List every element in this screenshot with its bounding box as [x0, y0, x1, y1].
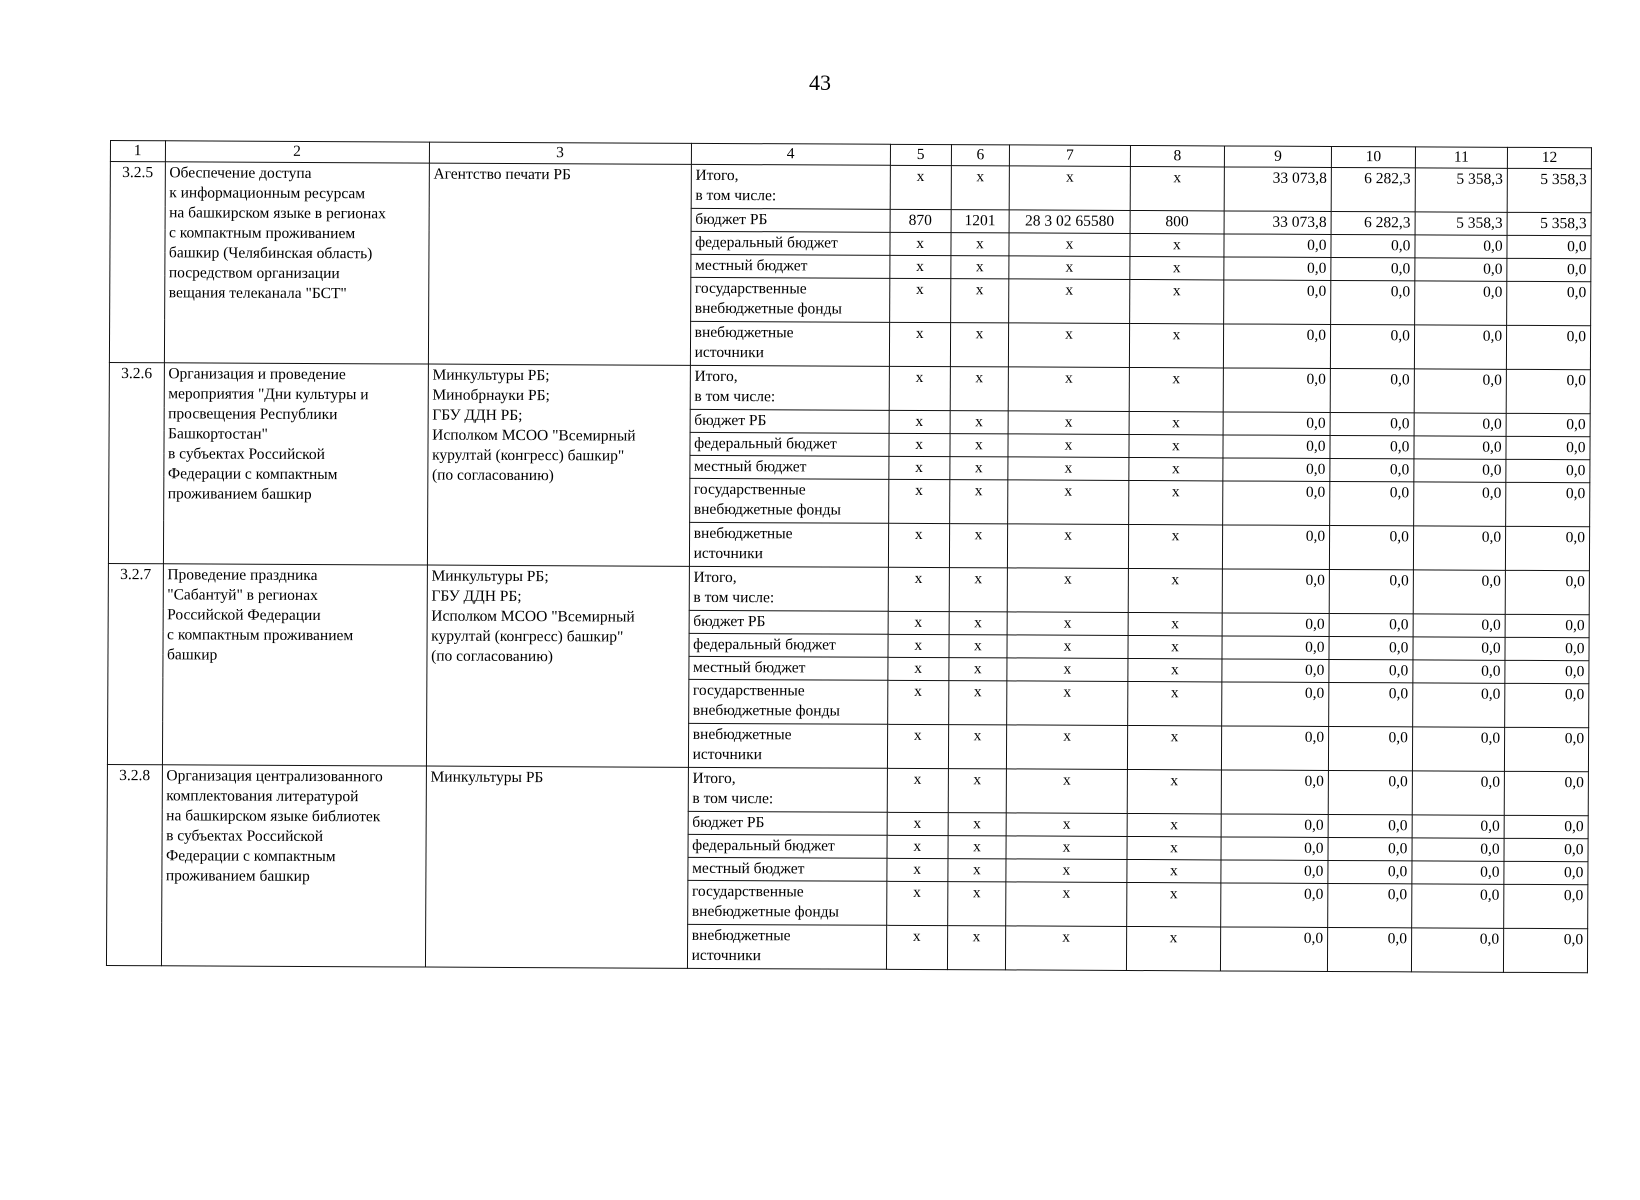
funding-source-cell	[688, 723, 887, 768]
value-cell-col-11: 0,0	[1414, 459, 1506, 482]
funding-source-text: бюджет РБ	[695, 210, 768, 229]
value-cell-col-10: 0,0	[1328, 770, 1412, 814]
value-cell-col-10: 0,0	[1329, 659, 1413, 682]
value-cell-col-10: 0,0	[1330, 368, 1414, 412]
funding-source-text: местный бюджет	[694, 457, 807, 476]
value-cell-col-10: 0,0	[1331, 257, 1415, 280]
funding-source-text: государственные внебюджетные фонды	[694, 279, 842, 318]
value-cell-col-10: 0,0	[1328, 883, 1412, 927]
value-cell-col-9: 0,0	[1222, 636, 1329, 660]
executor-cell	[428, 163, 691, 365]
value-cell-col-6: х	[947, 926, 1006, 970]
column-header-7: 7	[1010, 145, 1131, 167]
value-cell-col-6: х	[949, 635, 1008, 658]
value-cell-col-12: 0,0	[1504, 928, 1588, 972]
value-cell-col-7: х	[1009, 323, 1130, 368]
funding-source-text: бюджет РБ	[693, 612, 766, 631]
value-cell-col-9: 33 073,8	[1224, 211, 1331, 235]
value-cell-col-7: х	[1009, 166, 1130, 211]
table-body	[106, 141, 1591, 973]
value-cell-col-11: 0,0	[1413, 570, 1505, 614]
value-cell-col-8: х	[1127, 836, 1221, 859]
value-cell-col-8: х	[1130, 256, 1224, 279]
column-header-11: 11	[1415, 147, 1507, 168]
column-header-5: 5	[890, 144, 951, 165]
funding-source-text: внебюджетные источники	[693, 524, 793, 563]
item-name-text: Обеспечение доступа к информационным ресурсам на башкирском языке в регионах с компактным проживанием башкир (Челябинская область) посредством организации вещания телеканала "БСТ"	[168, 164, 386, 303]
value-cell-col-9: 0,0	[1223, 525, 1330, 570]
value-cell-col-11: 0,0	[1414, 413, 1506, 436]
column-header-1: 1	[110, 141, 165, 162]
funding-source-cell	[689, 522, 888, 567]
value-cell-col-9: 0,0	[1224, 280, 1331, 325]
value-cell-col-6: х	[947, 859, 1006, 882]
value-cell-col-6: х	[950, 323, 1009, 367]
value-cell-col-10: 6 282,3	[1331, 167, 1415, 211]
value-cell-col-7: 28 3 02 65580	[1009, 210, 1130, 234]
value-cell-col-7: х	[1007, 658, 1128, 682]
value-cell-col-10: 0,0	[1329, 682, 1413, 726]
value-cell-col-7: х	[1007, 681, 1128, 726]
value-cell-col-9: 0,0	[1221, 883, 1328, 928]
value-cell-col-5: х	[888, 611, 949, 634]
item-name-cell	[163, 363, 428, 565]
value-cell-col-12: 0,0	[1506, 436, 1590, 459]
value-cell-col-12: 0,0	[1507, 235, 1591, 258]
value-cell-col-11: 0,0	[1412, 727, 1504, 771]
value-cell-col-9: 0,0	[1221, 814, 1328, 838]
funding-source-text: федеральный бюджет	[695, 233, 838, 252]
column-header-12: 12	[1507, 147, 1591, 168]
value-cell-col-10: 0,0	[1330, 324, 1414, 368]
value-cell-col-9: 0,0	[1223, 458, 1330, 482]
value-cell-col-8: х	[1129, 434, 1223, 457]
value-cell-col-6: х	[949, 480, 1008, 524]
value-cell-col-7: х	[1006, 882, 1127, 927]
value-cell-col-6: х	[950, 434, 1009, 457]
value-cell-col-6: х	[950, 367, 1009, 411]
table-row	[108, 563, 1589, 614]
value-cell-col-5: х	[887, 724, 948, 768]
value-cell-col-11: 0,0	[1413, 637, 1505, 660]
budget-table-container	[106, 140, 1592, 973]
value-cell-col-7: х	[1008, 480, 1129, 525]
executor-cell	[426, 565, 689, 767]
funding-source-text: федеральный бюджет	[692, 836, 835, 855]
value-cell-col-11: 0,0	[1414, 281, 1506, 325]
value-cell-col-9: 0,0	[1224, 324, 1331, 369]
funding-source-cell	[690, 321, 889, 366]
value-cell-col-12: 5 358,3	[1507, 168, 1591, 212]
value-cell-col-10: 0,0	[1330, 435, 1414, 458]
funding-source-cell	[691, 208, 890, 232]
funding-source-text: Итого, в том числе:	[694, 367, 776, 406]
value-cell-col-7: х	[1008, 367, 1129, 412]
item-name-cell	[164, 162, 429, 364]
value-cell-col-8: х	[1128, 658, 1222, 681]
page-number: 43	[809, 70, 831, 95]
value-cell-col-12: 0,0	[1504, 815, 1588, 838]
value-cell-col-9: 0,0	[1223, 412, 1330, 436]
value-cell-col-9: 0,0	[1221, 927, 1328, 972]
value-cell-col-11: 0,0	[1413, 614, 1505, 637]
value-cell-col-6: х	[949, 612, 1008, 635]
funding-source-text: федеральный бюджет	[693, 635, 836, 654]
funding-source-cell	[688, 811, 887, 835]
value-cell-col-10: 0,0	[1329, 525, 1413, 569]
value-cell-col-5: х	[888, 567, 949, 611]
funding-source-cell	[688, 679, 887, 724]
item-number-cell: 3.2.6	[108, 362, 163, 563]
column-header-2: 2	[165, 141, 429, 163]
value-cell-col-6: х	[950, 411, 1009, 434]
item-name-text: Проведение праздника "Сабантуй" в регионах Российской Федерации с компактным проживанием башкир	[166, 566, 354, 664]
value-cell-col-6: х	[951, 233, 1010, 256]
value-cell-col-8: х	[1127, 769, 1222, 813]
funding-source-text: государственные внебюджетные фонды	[691, 882, 839, 921]
funding-source-text: федеральный бюджет	[694, 434, 837, 453]
executor-cell	[425, 766, 688, 968]
funding-source-text: внебюджетные источники	[691, 926, 791, 965]
funding-source-text: Итого, в том числе:	[695, 166, 777, 205]
value-cell-col-9: 0,0	[1222, 726, 1329, 771]
value-cell-col-11: 0,0	[1415, 235, 1507, 258]
value-cell-col-6: х	[948, 681, 1007, 725]
value-cell-col-8: х	[1128, 635, 1222, 658]
value-cell-col-7: х	[1009, 279, 1130, 324]
value-cell-col-5: х	[889, 456, 950, 479]
value-cell-col-12: 0,0	[1504, 771, 1588, 815]
value-cell-col-5: х	[887, 812, 948, 835]
executor-cell	[427, 364, 690, 566]
funding-source-cell	[691, 231, 890, 255]
value-cell-col-11: 0,0	[1412, 884, 1504, 928]
value-cell-col-7: х	[1007, 725, 1128, 770]
value-cell-col-11: 0,0	[1412, 771, 1504, 815]
value-cell-col-11: 0,0	[1413, 683, 1505, 727]
item-number-cell: 3.2.7	[107, 563, 162, 764]
value-cell-col-8: х	[1129, 457, 1223, 480]
value-cell-col-6: х	[950, 279, 1009, 323]
value-cell-col-7: х	[1008, 457, 1129, 481]
executor-text: Агентство печати РБ	[433, 165, 572, 184]
value-cell-col-8: х	[1127, 725, 1222, 769]
value-cell-col-12: 0,0	[1506, 369, 1590, 413]
value-cell-col-6: х	[948, 769, 1007, 813]
item-name-text: Организация и проведение мероприятия "Дни культуры и просвещения Республики Башкортостан" в субъектах Российской Федерации с компактным проживанием башкир	[167, 365, 369, 503]
value-cell-col-5: х	[889, 322, 950, 366]
value-cell-col-6: х	[951, 166, 1010, 210]
value-cell-col-7: х	[1007, 635, 1128, 659]
value-cell-col-10: 0,0	[1328, 837, 1412, 860]
value-cell-col-11: 0,0	[1414, 369, 1506, 413]
funding-source-cell	[691, 164, 890, 209]
value-cell-col-5: х	[887, 680, 948, 724]
funding-source-cell	[689, 633, 888, 657]
value-cell-col-9: 0,0	[1222, 569, 1329, 614]
value-cell-col-8: х	[1127, 859, 1221, 882]
funding-source-cell	[690, 365, 889, 410]
value-cell-col-8: х	[1128, 568, 1223, 612]
value-cell-col-5: х	[888, 657, 949, 680]
funding-source-cell	[689, 455, 888, 479]
value-cell-col-12: 0,0	[1505, 683, 1589, 727]
value-cell-col-5: х	[890, 255, 951, 278]
item-number-cell: 3.2.5	[109, 162, 164, 363]
item-name-cell	[162, 564, 427, 766]
value-cell-col-10: 0,0	[1329, 613, 1413, 636]
value-cell-col-11: 0,0	[1412, 861, 1504, 884]
funding-source-cell	[689, 478, 888, 523]
value-cell-col-7: х	[1006, 859, 1127, 883]
value-cell-col-6: х	[949, 524, 1008, 568]
executor-text: Минкультуры РБ	[430, 768, 544, 787]
value-cell-col-6: 1201	[951, 210, 1010, 233]
funding-source-cell	[690, 254, 889, 278]
value-cell-col-5: х	[889, 433, 950, 456]
value-cell-col-6: х	[947, 882, 1006, 926]
funding-source-text: местный бюджет	[692, 859, 805, 878]
value-cell-col-7: х	[1006, 769, 1127, 814]
value-cell-col-10: 0,0	[1329, 636, 1413, 659]
value-cell-col-5: х	[886, 881, 947, 925]
funding-source-cell	[689, 656, 888, 680]
value-cell-col-10: 0,0	[1328, 860, 1412, 883]
value-cell-col-12: 0,0	[1505, 660, 1589, 683]
item-name-text: Организация централизованного комплектования литературой на башкирском языке библиотек в субъектах Российской Федерации с компактным проживанием башкир	[165, 767, 383, 885]
value-cell-col-9: 0,0	[1221, 770, 1328, 815]
funding-source-cell	[690, 409, 889, 433]
column-header-8: 8	[1130, 145, 1224, 166]
value-cell-col-5: х	[888, 479, 949, 523]
value-cell-col-9: 0,0	[1223, 368, 1330, 413]
value-cell-col-9: 33 073,8	[1224, 167, 1331, 212]
value-cell-col-8: х	[1126, 926, 1221, 970]
value-cell-col-8: х	[1126, 882, 1221, 926]
value-cell-col-8: 800	[1130, 210, 1224, 233]
value-cell-col-10: 0,0	[1331, 234, 1415, 257]
funding-source-text: местный бюджет	[694, 256, 808, 275]
column-header-10: 10	[1331, 146, 1415, 167]
value-cell-col-12: 0,0	[1507, 258, 1591, 281]
value-cell-col-10: 0,0	[1328, 814, 1412, 837]
value-cell-col-12: 0,0	[1505, 637, 1589, 660]
value-cell-col-6: х	[948, 813, 1007, 836]
value-cell-col-12: 0,0	[1506, 459, 1590, 482]
value-cell-col-6: х	[948, 658, 1007, 681]
value-cell-col-11: 0,0	[1413, 482, 1505, 526]
value-cell-col-12: 0,0	[1506, 325, 1590, 369]
funding-source-text: бюджет РБ	[692, 813, 765, 832]
value-cell-col-12: 0,0	[1504, 838, 1588, 861]
value-cell-col-5: х	[887, 768, 948, 812]
value-cell-col-8: х	[1129, 279, 1224, 323]
value-cell-col-10: 0,0	[1327, 927, 1411, 971]
table-row	[110, 162, 1591, 213]
value-cell-col-9: 0,0	[1223, 435, 1330, 459]
funding-source-cell	[690, 277, 889, 322]
funding-source-text: внебюджетные источники	[692, 725, 792, 764]
value-cell-col-8: х	[1127, 681, 1222, 725]
value-cell-col-11: 0,0	[1414, 325, 1506, 369]
value-cell-col-11: 0,0	[1415, 258, 1507, 281]
item-number-cell: 3.2.8	[106, 764, 161, 965]
value-cell-col-12: 0,0	[1505, 614, 1589, 637]
value-cell-col-6: х	[948, 836, 1007, 859]
funding-source-cell	[689, 566, 888, 611]
value-cell-col-6: х	[949, 568, 1008, 612]
funding-source-text: Итого, в том числе:	[692, 769, 774, 808]
funding-source-text: Итого, в том числе:	[693, 568, 775, 607]
value-cell-col-9: 0,0	[1222, 682, 1329, 727]
value-cell-col-9: 0,0	[1221, 837, 1328, 861]
value-cell-col-12: 0,0	[1505, 570, 1589, 614]
value-cell-col-12: 0,0	[1507, 281, 1591, 325]
value-cell-col-5: х	[889, 410, 950, 433]
funding-source-cell	[689, 610, 888, 634]
value-cell-col-7: х	[1009, 256, 1130, 280]
value-cell-col-11: 0,0	[1411, 928, 1503, 972]
value-cell-col-7: х	[1008, 434, 1129, 458]
budget-table	[106, 140, 1592, 973]
table-row	[107, 764, 1588, 815]
column-header-3: 3	[429, 142, 691, 164]
value-cell-col-11: 0,0	[1413, 660, 1505, 683]
value-cell-col-11: 5 358,3	[1415, 212, 1507, 235]
value-cell-col-5: х	[888, 634, 949, 657]
value-cell-col-11: 0,0	[1414, 436, 1506, 459]
value-cell-col-10: 6 282,3	[1331, 211, 1415, 234]
value-cell-col-5: х	[887, 835, 948, 858]
value-cell-col-5: 870	[890, 209, 951, 232]
value-cell-col-9: 0,0	[1222, 659, 1329, 683]
table-row	[109, 362, 1590, 413]
value-cell-col-5: х	[888, 523, 949, 567]
value-cell-col-8: х	[1129, 367, 1224, 411]
column-header-9: 9	[1224, 146, 1331, 168]
value-cell-col-12: 0,0	[1504, 861, 1588, 884]
value-cell-col-7: х	[1008, 524, 1129, 569]
value-cell-col-5: х	[887, 858, 948, 881]
value-cell-col-8: х	[1130, 166, 1225, 210]
value-cell-col-11: 5 358,3	[1415, 168, 1507, 212]
value-cell-col-7: х	[1006, 836, 1127, 860]
funding-source-text: бюджет РБ	[694, 411, 767, 430]
value-cell-col-7: х	[1007, 568, 1128, 613]
value-cell-col-12: 0,0	[1506, 413, 1590, 436]
funding-source-text: местный бюджет	[693, 658, 806, 677]
value-cell-col-11: 0,0	[1413, 526, 1505, 570]
funding-source-cell	[688, 767, 887, 812]
value-cell-col-7: х	[1006, 813, 1127, 837]
value-cell-col-9: 0,0	[1224, 234, 1331, 258]
value-cell-col-8: х	[1129, 323, 1224, 367]
value-cell-col-12: 0,0	[1506, 526, 1590, 570]
value-cell-col-5: х	[889, 278, 950, 322]
funding-source-cell	[688, 834, 887, 858]
value-cell-col-6: х	[950, 256, 1009, 279]
value-cell-col-9: 0,0	[1222, 613, 1329, 637]
value-cell-col-10: 0,0	[1330, 458, 1414, 481]
value-cell-col-6: х	[948, 725, 1007, 769]
value-cell-col-8: х	[1128, 524, 1223, 568]
value-cell-col-5: х	[886, 925, 947, 969]
value-cell-col-9: 0,0	[1223, 481, 1330, 526]
value-cell-col-7: х	[1006, 926, 1127, 971]
value-cell-col-7: х	[1008, 411, 1129, 435]
value-cell-col-10: 0,0	[1328, 726, 1412, 770]
item-name-cell	[161, 765, 426, 967]
value-cell-col-10: 0,0	[1329, 569, 1413, 613]
value-cell-col-8: х	[1128, 480, 1223, 524]
value-cell-col-12: 0,0	[1504, 884, 1588, 928]
funding-source-text: государственные внебюджетные фонды	[693, 480, 841, 519]
funding-source-cell	[688, 857, 887, 881]
column-header-6: 6	[951, 145, 1010, 166]
value-cell-col-5: х	[889, 366, 950, 410]
value-cell-col-12: 0,0	[1506, 482, 1590, 526]
value-cell-col-9: 0,0	[1221, 860, 1328, 884]
value-cell-col-8: х	[1130, 233, 1224, 256]
value-cell-col-8: х	[1129, 411, 1223, 434]
value-cell-col-9: 0,0	[1224, 257, 1331, 281]
executor-text: Минкультуры РБ; Минобрнауки РБ; ГБУ ДДН РБ; Исполком МСОО "Всемирный курултай (конгресс) башкир" (по согласованию)	[431, 366, 636, 485]
value-cell-col-10: 0,0	[1330, 481, 1414, 525]
value-cell-col-12: 5 358,3	[1507, 212, 1591, 235]
value-cell-col-8: х	[1128, 612, 1222, 635]
value-cell-col-6: х	[949, 457, 1008, 480]
value-cell-col-5: х	[890, 165, 951, 209]
value-cell-col-8: х	[1127, 813, 1221, 836]
value-cell-col-7: х	[1009, 233, 1130, 257]
value-cell-col-12: 0,0	[1505, 727, 1589, 771]
funding-source-cell	[687, 924, 886, 969]
value-cell-col-11: 0,0	[1412, 838, 1504, 861]
funding-source-text: внебюджетные источники	[694, 323, 794, 362]
value-cell-col-5: х	[890, 232, 951, 255]
column-header-4: 4	[691, 143, 890, 165]
funding-source-cell	[690, 432, 889, 456]
funding-source-cell	[687, 880, 886, 925]
value-cell-col-10: 0,0	[1330, 412, 1414, 435]
executor-text: Минкультуры РБ; ГБУ ДДН РБ; Исполком МСОО "Всемирный курултай (конгресс) башкир" (по согласованию)	[431, 567, 635, 666]
value-cell-col-10: 0,0	[1331, 280, 1415, 324]
value-cell-col-11: 0,0	[1412, 815, 1504, 838]
value-cell-col-7: х	[1007, 612, 1128, 636]
funding-source-text: государственные внебюджетные фонды	[692, 681, 840, 720]
